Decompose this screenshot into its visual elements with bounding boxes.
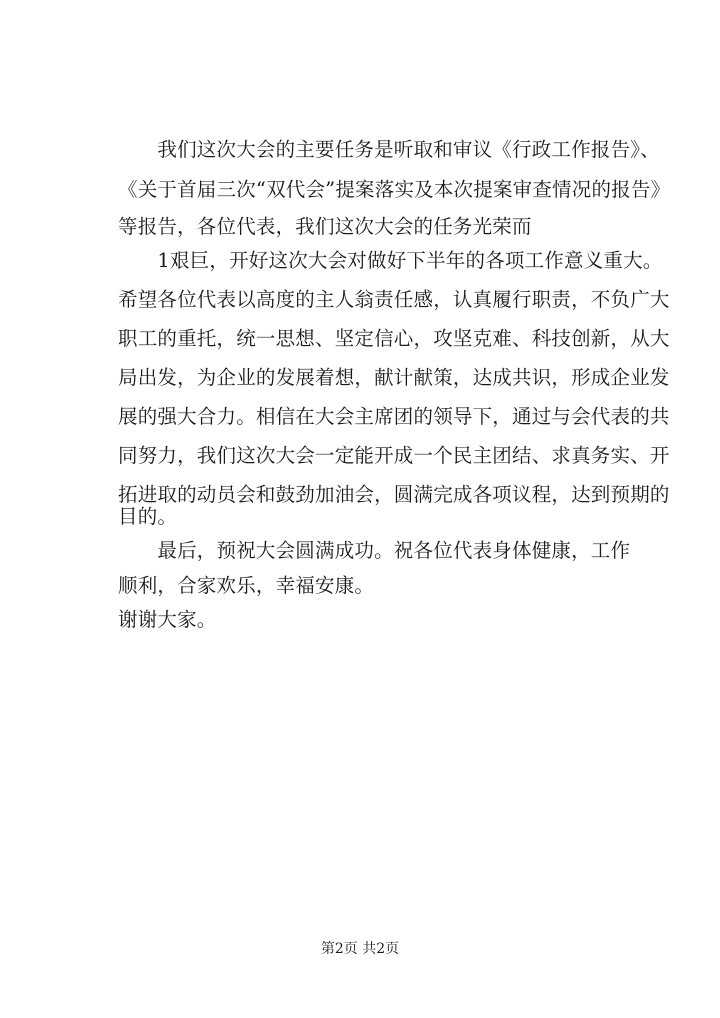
paragraph-line: 希望各位代表以高度的主人翁责任感，认真履行职责，不负广大 <box>118 288 670 311</box>
paragraph-line: 目的。 <box>118 505 178 528</box>
paragraph-line: 展的强大合力。相信在大会主席团的领导下，通过与会代表的共 <box>118 405 670 428</box>
paragraph-line: 同努力，我们这次大会一定能开成一个民主团结、求真务实、开 <box>118 444 670 467</box>
paragraph-line: 等报告，各位代表，我们这次大会的任务光荣而 <box>118 215 532 238</box>
paragraph-line: 局出发，为企业的发展着想，献计献策，达成共识，形成企业发 <box>118 366 670 389</box>
page-number-footer: 第2页 共2页 <box>320 941 400 957</box>
paragraph-line: 我们这次大会的主要任务是听取和审议《行政工作报告》、 <box>118 138 660 161</box>
paragraph-line: 职工的重托，统一思想、坚定信心，攻坚克难、科技创新，从大 <box>118 327 670 350</box>
paragraph-line: 最后，预祝大会圆满成功。祝各位代表身体健康，工作 <box>118 539 631 562</box>
paragraph-line: 谢谢大家。 <box>118 608 217 631</box>
paragraph-line: 拓进取的动员会和鼓劲加油会，圆满完成各项议程，达到预期的 <box>118 483 670 506</box>
paragraph-line: 《关于首届三次“双代会”提案落实及本次提案审查情况的报告》 <box>118 178 671 201</box>
paragraph-line: 1艰巨，开好这次大会对做好下半年的各项工作意义重大。 <box>118 249 663 272</box>
paragraph-line: 顺利，合家欢乐，幸福安康。 <box>118 574 375 597</box>
